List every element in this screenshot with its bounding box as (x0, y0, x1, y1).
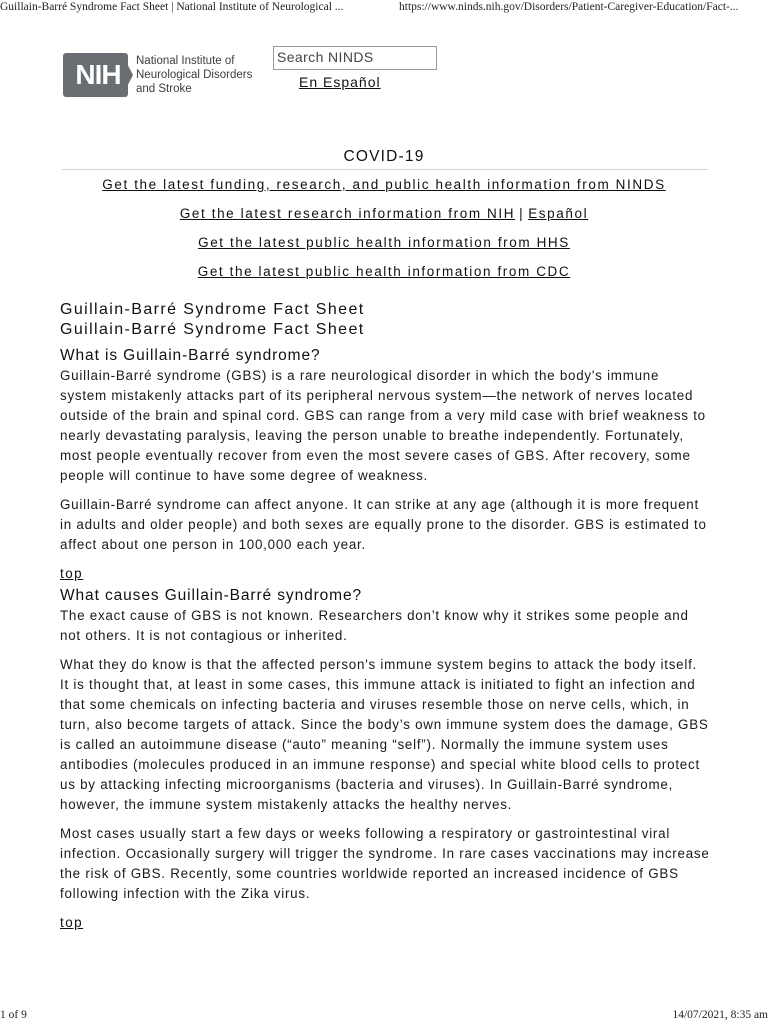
covid-link-hhs[interactable]: Get the latest public health information from HHS (198, 235, 570, 250)
link-separator: | (519, 206, 525, 221)
logo-institute-name (136, 54, 276, 96)
covid-link-row (0, 177, 768, 192)
page-title: Guillain-Barré Syndrome Fact Sheet (60, 301, 365, 318)
print-date: 14/07/2021, 8:35 am (672, 1009, 768, 1021)
page-subtitle: Guillain-Barré Syndrome Fact Sheet (60, 321, 365, 338)
spanish-language-link[interactable]: En Español (299, 74, 381, 90)
nih-logo-mark (63, 53, 128, 97)
section-heading-causes: What causes Guillain-Barré syndrome? (60, 587, 363, 604)
covid-link-ninds[interactable]: Get the latest funding, research, and public health information from NINDS (102, 177, 666, 192)
covid-link-row (0, 206, 768, 221)
print-page-title: Guillain-Barré Syndrome Fact Sheet | National Institute of Neurological ... (0, 1, 344, 13)
covid-link-nih[interactable]: Get the latest research information from NIH (179, 206, 516, 221)
logo-line: and Stroke (136, 83, 192, 95)
paragraph: Most cases usually start a few days or weeks following a respiratory or gastrointestinal viral infection. Occasionally surgery will trigger the syndrome. In rare cases vaccinations may increase the risk of GBS. Recently, some countries worldwide reported an increased incidence of GBS following infection with the Zika virus. (60, 826, 710, 901)
logo-line: National Institute of (136, 55, 235, 67)
paragraph: The exact cause of GBS is not known. Researchers don’t know why it strikes some people and not others. It is not contagious or inherited. (60, 608, 689, 643)
search-input[interactable] (273, 46, 437, 70)
search-placeholder: Search NINDS (277, 49, 374, 65)
paragraph: Guillain-Barré syndrome (GBS) is a rare neurological disorder in which the body's immune system mistakenly attacks part of its peripheral nervous system—the network of nerves located outside of the brain and spinal cord. GBS can range from a very mild case with brief weakness to nearly devastating paralysis, leaving the person unable to breathe independently. Fortunately, most people eventually recover from even the most severe cases of GBS. After recovery, some people will continue to have some degree of weakness. (60, 368, 706, 483)
logo-line: Neurological Disorders (136, 69, 253, 81)
back-to-top-link[interactable]: top (60, 566, 84, 581)
print-footer (0, 1009, 768, 1024)
print-page-number: 1 of 9 (0, 1009, 27, 1021)
nih-logo-wedge (121, 52, 133, 98)
article-content (60, 300, 710, 933)
covid-divider (62, 169, 708, 170)
covid-link-nih-espanol[interactable]: Español (528, 206, 589, 221)
covid-link-row (0, 264, 768, 279)
print-header (0, 0, 768, 18)
nih-ninds-logo[interactable] (63, 52, 263, 100)
covid-title: COVID-19 (343, 148, 425, 165)
nih-logo-mark-text: NIH (75, 59, 121, 90)
paragraph: What they do know is that the affected person's immune system begins to attack the body itself. It is thought that, at least in some cases, this immune attack is initiated to fight an infection and that some chemicals on infecting bacteria and viruses resemble those on nerve cells, which, in turn, also become targets of attack. Since the body’s own immune system does the damage, GBS is called an autoimmune disease (“auto” meaning “self”). Normally the immune system uses antibodies (molecules produced in an immune response) and special white blood cells to protect us by attacking infecting microorganisms (bacteria and viruses). In Guillain-Barré syndrome, however, the immune system mistakenly attacks the healthy nerves. (60, 657, 709, 812)
back-to-top-link[interactable]: top (60, 915, 84, 930)
covid-link-row (0, 235, 768, 250)
covid-link-cdc[interactable]: Get the latest public health information from CDC (197, 264, 571, 279)
paragraph: Guillain-Barré syndrome can affect anyone. It can strike at any age (although it is more frequent in adults and older people) and both sexes are equally prone to the disorder. GBS is estimated to affect about one person in 100,000 each year. (60, 497, 707, 552)
print-page-url: https://www.ninds.nih.gov/Disorders/Patient-Caregiver-Education/Fact-... (399, 1, 739, 13)
section-heading-what-is: What is Guillain-Barré syndrome? (60, 347, 321, 364)
